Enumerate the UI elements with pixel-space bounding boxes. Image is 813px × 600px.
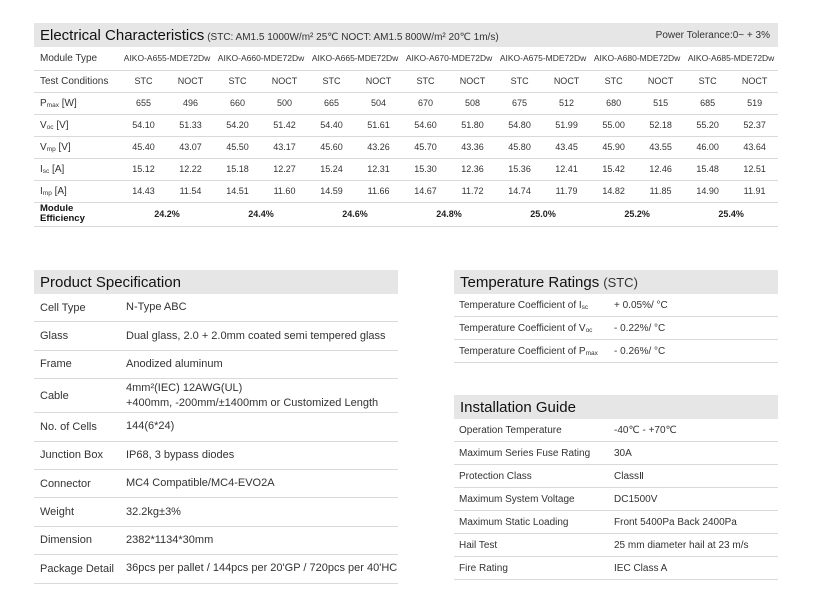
module-efficiency-label: Module Efficiency bbox=[34, 202, 120, 226]
parameter-row bbox=[34, 180, 778, 202]
parameter-value: 45.70 bbox=[402, 136, 449, 158]
temperature-row bbox=[454, 340, 778, 363]
parameter-subscript: sc bbox=[42, 167, 50, 175]
parameter-value: 54.10 bbox=[120, 114, 167, 136]
parameter-value: 500 bbox=[261, 92, 308, 114]
installation-row bbox=[454, 534, 778, 557]
module-model: AIKO-A660-MDE72Dw bbox=[214, 47, 308, 70]
parameter-value: 45.50 bbox=[214, 136, 261, 158]
temperature-subscript: oc bbox=[585, 326, 593, 334]
parameter-symbol: I bbox=[40, 163, 43, 175]
parameter-value: 43.26 bbox=[355, 136, 402, 158]
module-efficiency-value: 24.2% bbox=[120, 202, 214, 226]
spec-value-line: IP68, 3 bypass diodes bbox=[126, 448, 235, 461]
temperature-value: - 0.22%/ °C bbox=[614, 322, 666, 334]
parameter-value: 685 bbox=[684, 92, 731, 114]
installation-label: Hail Test bbox=[459, 539, 498, 551]
installation-row bbox=[454, 557, 778, 580]
installation-row bbox=[454, 511, 778, 534]
parameter-label bbox=[34, 92, 120, 114]
module-type-row bbox=[34, 47, 778, 70]
spec-value-line: Dual glass, 2.0 + 2.0mm coated semi tempered glass bbox=[126, 329, 386, 342]
spec-value bbox=[126, 357, 398, 372]
parameter-value: 665 bbox=[308, 92, 355, 114]
spec-value-line: 144(6*24) bbox=[126, 420, 175, 433]
parameter-value: 45.40 bbox=[120, 136, 167, 158]
noct-cell: NOCT bbox=[731, 70, 778, 92]
stc-cell: STC bbox=[496, 70, 543, 92]
electrical-title-text: Electrical Characteristics bbox=[40, 26, 205, 44]
spec-row bbox=[34, 555, 398, 583]
parameter-value: 43.64 bbox=[731, 136, 778, 158]
noct-cell: NOCT bbox=[449, 70, 496, 92]
temperature-value: + 0.05%/ °C bbox=[614, 299, 668, 311]
parameter-value: 51.42 bbox=[261, 114, 308, 136]
parameter-value: 14.82 bbox=[590, 180, 637, 202]
installation-value: 25 mm diameter hail at 23 m/s bbox=[614, 539, 749, 551]
parameter-value: 14.90 bbox=[684, 180, 731, 202]
module-model: AIKO-A670-MDE72Dw bbox=[402, 47, 496, 70]
parameter-value: 15.48 bbox=[684, 158, 731, 180]
spec-value-line: 2382*1134*30mm bbox=[126, 533, 214, 546]
installation-label: Operation Temperature bbox=[459, 424, 562, 436]
parameter-value: 15.18 bbox=[214, 158, 261, 180]
spec-label: Cable bbox=[40, 389, 69, 402]
electrical-characteristics-header bbox=[34, 23, 778, 47]
parameter-value: 45.60 bbox=[308, 136, 355, 158]
temperature-ratings-subtitle: (STC) bbox=[603, 274, 638, 290]
parameter-value: 43.07 bbox=[167, 136, 214, 158]
spec-value bbox=[126, 300, 398, 315]
installation-label: Maximum System Voltage bbox=[459, 493, 575, 505]
spec-value bbox=[126, 329, 398, 344]
temperature-label bbox=[454, 346, 614, 357]
spec-value-line: +400mm, -200mm/±1400mm or Customized Length bbox=[126, 396, 379, 409]
parameter-value: 655 bbox=[120, 92, 167, 114]
electrical-subtitle: (STC: AM1.5 1000W/m² 25℃ NOCT: AM1.5 800W/m² 20℃ 1m/s) bbox=[207, 31, 499, 43]
spec-value-line: MC4 Compatible/MC4-EVO2A bbox=[126, 477, 275, 490]
parameter-symbol: V bbox=[40, 141, 47, 153]
module-efficiency-value: 24.8% bbox=[402, 202, 496, 226]
product-specification-table bbox=[34, 294, 398, 584]
parameter-unit: [A] bbox=[51, 185, 67, 197]
installation-value: ClassⅡ bbox=[614, 470, 644, 482]
spec-row bbox=[34, 527, 398, 555]
module-model: AIKO-A685-MDE72Dw bbox=[684, 47, 778, 70]
parameter-subscript: mp bbox=[42, 189, 52, 197]
installation-row bbox=[454, 419, 778, 442]
spec-label: Cell Type bbox=[40, 301, 86, 314]
parameter-value: 675 bbox=[496, 92, 543, 114]
spec-label: No. of Cells bbox=[40, 420, 97, 433]
installation-row bbox=[454, 442, 778, 465]
spec-value bbox=[126, 476, 398, 491]
module-efficiency-value: 25.2% bbox=[590, 202, 684, 226]
temperature-subscript: max bbox=[585, 349, 598, 357]
spec-row bbox=[34, 442, 398, 470]
parameter-value: 660 bbox=[214, 92, 261, 114]
parameter-unit: [V] bbox=[55, 141, 71, 153]
spec-label: Glass bbox=[40, 330, 69, 343]
parameter-value: 11.91 bbox=[731, 180, 778, 202]
spec-value bbox=[126, 448, 398, 463]
parameter-value: 54.40 bbox=[308, 114, 355, 136]
module-model: AIKO-A680-MDE72Dw bbox=[590, 47, 684, 70]
installation-guide-table bbox=[454, 419, 778, 580]
parameter-label bbox=[34, 158, 120, 180]
spec-label: Weight bbox=[40, 506, 75, 519]
spec-row bbox=[34, 470, 398, 498]
spec-value bbox=[126, 561, 398, 576]
spec-label: Dimension bbox=[40, 534, 92, 547]
parameter-unit: [W] bbox=[58, 97, 77, 109]
parameter-value: 12.27 bbox=[261, 158, 308, 180]
parameter-value: 512 bbox=[543, 92, 590, 114]
parameter-unit: [A] bbox=[49, 163, 65, 175]
spec-value bbox=[126, 533, 398, 548]
installation-label: Maximum Series Fuse Rating bbox=[459, 447, 591, 459]
spec-value-line: 4mm²(IEC) 12AWG(UL) bbox=[126, 381, 243, 394]
parameter-value: 51.61 bbox=[355, 114, 402, 136]
spec-row bbox=[34, 379, 398, 413]
test-conditions-row bbox=[34, 70, 778, 92]
spec-label: Junction Box bbox=[40, 449, 103, 462]
parameter-label bbox=[34, 114, 120, 136]
parameter-row bbox=[34, 92, 778, 114]
stc-cell: STC bbox=[590, 70, 637, 92]
parameter-value: 43.36 bbox=[449, 136, 496, 158]
temperature-label-prefix: Temperature Coefficient of bbox=[459, 322, 579, 334]
parameter-value: 54.20 bbox=[214, 114, 261, 136]
parameter-subscript: oc bbox=[46, 123, 54, 131]
test-conditions-label: Test Conditions bbox=[34, 70, 120, 92]
parameter-row bbox=[34, 136, 778, 158]
parameter-value: 15.36 bbox=[496, 158, 543, 180]
installation-label: Protection Class bbox=[459, 470, 532, 482]
noct-cell: NOCT bbox=[167, 70, 214, 92]
spec-label: Package Detail bbox=[40, 562, 114, 575]
parameter-value: 55.20 bbox=[684, 114, 731, 136]
parameter-value: 12.36 bbox=[449, 158, 496, 180]
spec-row bbox=[34, 351, 398, 379]
spec-value-line: 32.2kg±3% bbox=[126, 505, 181, 518]
module-efficiency-value: 24.4% bbox=[214, 202, 308, 226]
spec-value bbox=[126, 505, 398, 520]
module-model: AIKO-A655-MDE72Dw bbox=[120, 47, 214, 70]
temperature-label bbox=[454, 300, 614, 311]
parameter-value: 43.45 bbox=[543, 136, 590, 158]
parameter-value: 52.18 bbox=[637, 114, 684, 136]
spec-label: Frame bbox=[40, 358, 72, 371]
parameter-value: 11.85 bbox=[637, 180, 684, 202]
parameter-value: 14.74 bbox=[496, 180, 543, 202]
module-efficiency-value: 25.4% bbox=[684, 202, 778, 226]
parameter-value: 14.59 bbox=[308, 180, 355, 202]
installation-value: -40℃ - +70℃ bbox=[614, 424, 677, 436]
spec-value bbox=[126, 381, 398, 411]
parameter-label bbox=[34, 136, 120, 158]
parameter-value: 11.66 bbox=[355, 180, 402, 202]
temperature-label-prefix: Temperature Coefficient of bbox=[459, 345, 579, 357]
parameter-value: 508 bbox=[449, 92, 496, 114]
parameter-value: 15.42 bbox=[590, 158, 637, 180]
installation-value: Front 5400Pa Back 2400Pa bbox=[614, 516, 737, 528]
stc-cell: STC bbox=[402, 70, 449, 92]
temperature-symbol: P bbox=[578, 345, 586, 357]
parameter-unit: [V] bbox=[53, 119, 69, 131]
product-specification-title: Product Specification bbox=[40, 273, 181, 291]
installation-row bbox=[454, 465, 778, 488]
parameter-value: 680 bbox=[590, 92, 637, 114]
parameter-value: 504 bbox=[355, 92, 402, 114]
parameter-value: 43.17 bbox=[261, 136, 308, 158]
parameter-value: 670 bbox=[402, 92, 449, 114]
parameter-symbol: I bbox=[40, 185, 43, 197]
parameter-value: 14.43 bbox=[120, 180, 167, 202]
parameter-value: 51.80 bbox=[449, 114, 496, 136]
installation-guide-title: Installation Guide bbox=[460, 398, 576, 416]
stc-cell: STC bbox=[308, 70, 355, 92]
electrical-table bbox=[34, 47, 778, 227]
module-type-label: Module Type bbox=[34, 47, 120, 70]
temperature-row bbox=[454, 294, 778, 317]
electrical-title bbox=[40, 27, 499, 44]
spec-value-line: N-Type ABC bbox=[126, 301, 187, 314]
spec-value-line: Anodized aluminum bbox=[126, 357, 223, 370]
parameter-value: 12.46 bbox=[637, 158, 684, 180]
stc-cell: STC bbox=[684, 70, 731, 92]
noct-cell: NOCT bbox=[637, 70, 684, 92]
parameter-value: 51.33 bbox=[167, 114, 214, 136]
parameter-value: 45.80 bbox=[496, 136, 543, 158]
module-model: AIKO-A665-MDE72Dw bbox=[308, 47, 402, 70]
temperature-value: - 0.26%/ °C bbox=[614, 345, 666, 357]
parameter-value: 55.00 bbox=[590, 114, 637, 136]
parameter-value: 46.00 bbox=[684, 136, 731, 158]
temperature-ratings-header bbox=[454, 270, 778, 294]
parameter-label bbox=[34, 180, 120, 202]
parameter-subscript: max bbox=[46, 101, 59, 109]
parameter-value: 14.67 bbox=[402, 180, 449, 202]
spec-row bbox=[34, 322, 398, 350]
temperature-symbol: I bbox=[578, 299, 582, 311]
parameter-value: 45.90 bbox=[590, 136, 637, 158]
spec-row bbox=[34, 498, 398, 526]
power-tolerance: Power Tolerance:0~ + 3% bbox=[655, 29, 770, 41]
installation-label: Fire Rating bbox=[459, 562, 508, 574]
installation-value: IEC Class A bbox=[614, 562, 668, 574]
parameter-value: 14.51 bbox=[214, 180, 261, 202]
temperature-label-prefix: Temperature Coefficient of bbox=[459, 299, 579, 311]
module-model: AIKO-A675-MDE72Dw bbox=[496, 47, 590, 70]
stc-cell: STC bbox=[120, 70, 167, 92]
parameter-value: 12.51 bbox=[731, 158, 778, 180]
parameter-value: 54.60 bbox=[402, 114, 449, 136]
temperature-row bbox=[454, 317, 778, 340]
product-specification-header bbox=[34, 270, 398, 294]
noct-cell: NOCT bbox=[543, 70, 590, 92]
spec-label: Connector bbox=[40, 477, 91, 490]
spec-value-line: 36pcs per pallet / 144pcs per 20'GP / 720pcs per 40'HC bbox=[126, 562, 398, 575]
parameter-symbol: V bbox=[40, 119, 47, 131]
stc-cell: STC bbox=[214, 70, 261, 92]
parameter-value: 51.99 bbox=[543, 114, 590, 136]
parameter-value: 11.60 bbox=[261, 180, 308, 202]
temperature-symbol: V bbox=[578, 322, 586, 334]
parameter-value: 11.79 bbox=[543, 180, 590, 202]
parameter-value: 15.12 bbox=[120, 158, 167, 180]
parameter-value: 15.24 bbox=[308, 158, 355, 180]
parameter-value: 12.22 bbox=[167, 158, 214, 180]
parameter-value: 52.37 bbox=[731, 114, 778, 136]
spec-value bbox=[126, 419, 398, 434]
parameter-value: 12.41 bbox=[543, 158, 590, 180]
installation-row bbox=[454, 488, 778, 511]
spec-row bbox=[34, 413, 398, 441]
installation-value: DC1500V bbox=[614, 493, 658, 505]
module-efficiency-value: 24.6% bbox=[308, 202, 402, 226]
spec-row bbox=[34, 294, 398, 322]
noct-cell: NOCT bbox=[261, 70, 308, 92]
parameter-symbol: P bbox=[40, 97, 47, 109]
installation-label: Maximum Static Loading bbox=[459, 516, 569, 528]
installation-guide-header bbox=[454, 395, 778, 419]
parameter-subscript: mp bbox=[46, 145, 56, 153]
parameter-value: 43.55 bbox=[637, 136, 684, 158]
parameter-value: 515 bbox=[637, 92, 684, 114]
parameter-row bbox=[34, 158, 778, 180]
temperature-ratings-table bbox=[454, 294, 778, 363]
parameter-value: 15.30 bbox=[402, 158, 449, 180]
temperature-ratings-title: Temperature Ratings bbox=[460, 273, 600, 291]
installation-value: 30A bbox=[614, 447, 632, 459]
parameter-row bbox=[34, 114, 778, 136]
parameter-value: 54.80 bbox=[496, 114, 543, 136]
parameter-value: 11.54 bbox=[167, 180, 214, 202]
module-efficiency-row bbox=[34, 202, 778, 226]
parameter-value: 496 bbox=[167, 92, 214, 114]
temperature-label bbox=[454, 323, 614, 334]
parameter-value: 12.31 bbox=[355, 158, 402, 180]
parameter-value: 519 bbox=[731, 92, 778, 114]
module-efficiency-value: 25.0% bbox=[496, 202, 590, 226]
parameter-value: 11.72 bbox=[449, 180, 496, 202]
noct-cell: NOCT bbox=[355, 70, 402, 92]
temperature-subscript: sc bbox=[581, 303, 589, 311]
